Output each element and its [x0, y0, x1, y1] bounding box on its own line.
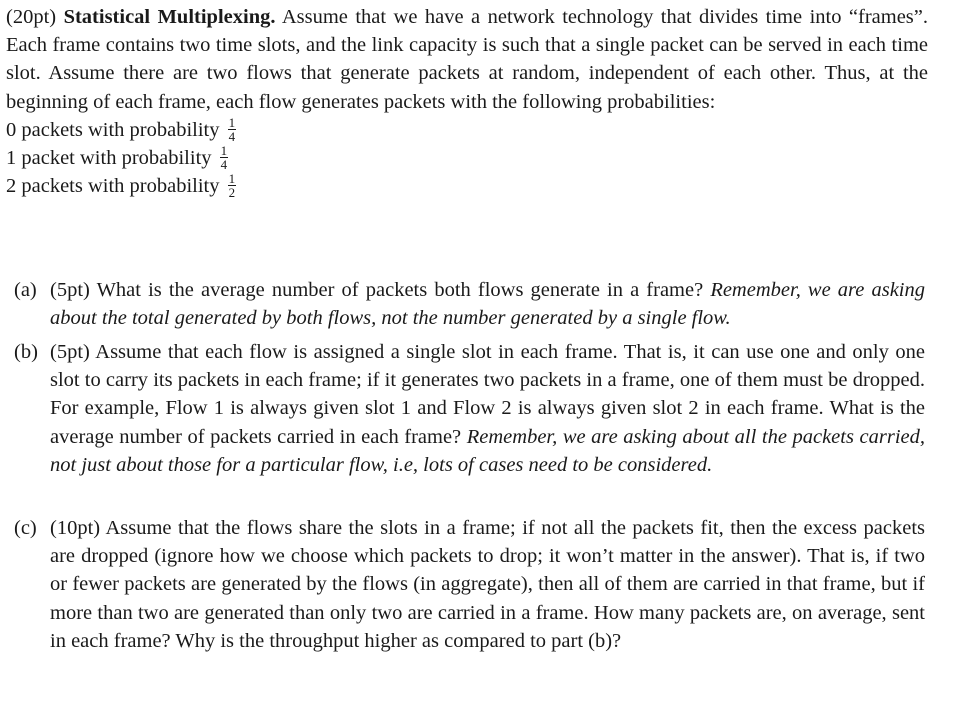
- part-text: (5pt) What is the average number of packets both flows generate in a frame?: [50, 279, 704, 301]
- part-text: (5pt) Assume that each flow is assigned a single slot in each frame. That is, it can use one and only one slot to carry its packets in each frame; if it generates two packets in a frame, one of them must be dropped. For example, Flow 1 is always given slot 1 and Flow 2 is always given slot 2 in each frame. What is the average number of packets carried in each frame?: [50, 341, 925, 448]
- probability-label: 1 packet with probability: [6, 146, 212, 169]
- question-part-c: [14, 514, 925, 655]
- fraction-numerator: 1: [228, 114, 236, 130]
- question-part-a: [14, 276, 925, 332]
- fraction-denominator: 2: [228, 184, 236, 200]
- fraction-denominator: 4: [220, 156, 228, 172]
- problem-intro: [6, 3, 928, 116]
- fraction-denominator: 4: [228, 128, 236, 144]
- problem-document: [6, 3, 928, 200]
- fraction: [228, 172, 237, 199]
- question-part-b: [14, 338, 925, 479]
- part-note: Remember, we are asking about the total generated by both flows, not the number generated by a single flow.: [50, 279, 925, 330]
- probability-label: 0 packets with probability: [6, 118, 220, 141]
- fraction-numerator: 1: [220, 142, 228, 158]
- probability-item: [6, 144, 928, 172]
- part-label: (c): [14, 517, 37, 539]
- problem-title: Statistical Multiplexing.: [63, 6, 276, 28]
- part-body: [50, 338, 925, 479]
- probability-item: [6, 116, 928, 144]
- part-note: Remember, we are asking about all the packets carried, not just about those for a particular flow, i.e, lots of cases need to be considered.: [50, 425, 925, 476]
- points-label: (20pt): [6, 6, 57, 28]
- probability-item: [6, 172, 928, 200]
- fraction-numerator: 1: [228, 170, 236, 186]
- part-label: (a): [14, 279, 37, 301]
- part-label: (b): [14, 341, 38, 363]
- part-body: [50, 276, 925, 332]
- probability-label: 2 packets with probability: [6, 174, 220, 197]
- part-body: [50, 514, 925, 655]
- fraction: [228, 116, 237, 143]
- probability-list: [6, 116, 928, 200]
- fraction: [220, 144, 229, 171]
- part-text: (10pt) Assume that the flows share the slots in a frame; if not all the packets fit, then the excess packets are dropped (ignore how we choose which packets to drop; it won’t matter in the answer). That is, if two or fewer packets are generated by the flows (in aggregate), then all of them are carried in that frame, but if more than two are generated than only two are carried in a frame. How many packets are, on average, sent in each frame? Why is the throughput higher as compared to part (b)?: [50, 517, 925, 652]
- intro-text: Assume that we have a network technology that divides time into “frames”. Each frame contains two time slots, and the link capacity is such that a single packet can be served in each time slot. Assume there are two flows that generate packets at random, independent of each other. Thus, at the beginning of each frame, each flow generates packets with the following probabilities:: [6, 6, 929, 113]
